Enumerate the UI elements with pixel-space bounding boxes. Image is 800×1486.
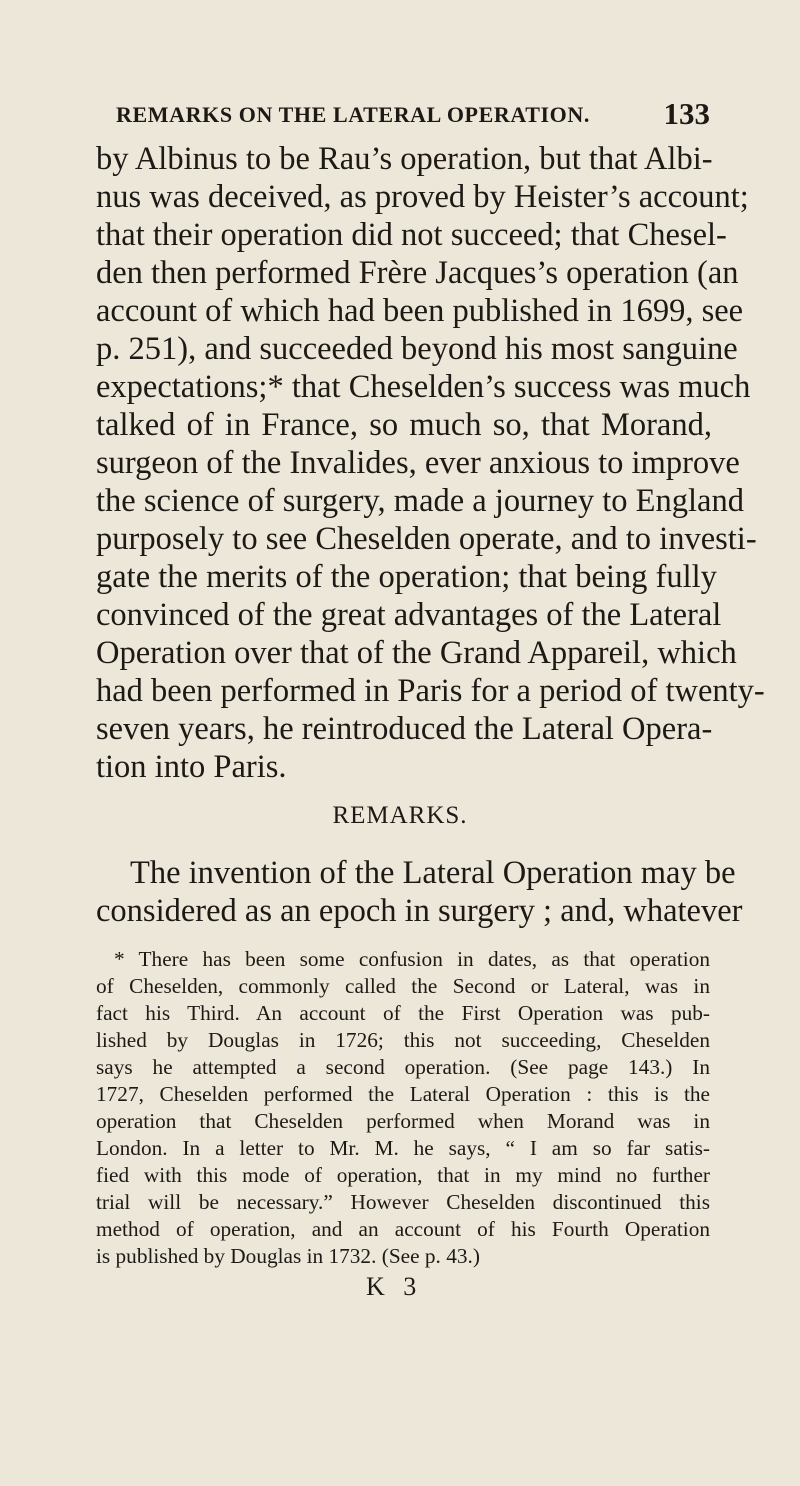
footnote-line: fied with this mode of operation, that in my mind no further — [96, 1163, 710, 1187]
page-number: 133 — [663, 96, 710, 131]
footnote-line: London. In a letter to Mr. M. he says, “ I am so far satis- — [96, 1136, 710, 1160]
body-line: The invention of the Lateral Operation may be — [130, 855, 736, 891]
body-line: gate the merits of the operation; that being fully — [96, 559, 717, 595]
body-line: nus was deceived, as proved by Heister’s account; — [96, 179, 749, 215]
body-line: had been performed in Paris for a period of twenty- — [96, 673, 765, 709]
running-head — [116, 96, 710, 136]
footnote-line: says he attempted a second operation. (See page 143.) In — [96, 1055, 710, 1079]
footnote-line: fact his Third. An account of the First Operation was pub- — [96, 1001, 710, 1025]
footnote-line: operation that Cheselden performed when Morand was in — [96, 1109, 710, 1133]
section-heading: REMARKS. — [332, 802, 468, 829]
footnote-line: is published by Douglas in 1732. (See p. 43.) — [96, 1244, 480, 1268]
running-title: REMARKS ON THE LATERAL OPERATION. — [116, 102, 590, 127]
footnote-line: of Cheselden, commonly called the Second or Lateral, was in — [96, 974, 710, 998]
body-line: p. 251), and succeeded beyond his most sanguine — [96, 331, 738, 367]
body-line: surgeon of the Invalides, ever anxious to improve — [96, 445, 740, 481]
body-line: Operation over that of the Grand Appareil, which — [96, 635, 737, 671]
footnote-line: 1727, Cheselden performed the Lateral Operation : this is the — [96, 1082, 710, 1106]
body-line: considered as an epoch in surgery ; and, whatever — [96, 893, 743, 929]
footnote-line: method of operation, and an account of his Fourth Operation — [96, 1217, 710, 1241]
body-line: the science of surgery, made a journey to England — [96, 483, 744, 519]
body-line: purposely to see Cheselden operate, and to investi- — [96, 521, 757, 557]
footnote-line: * There has been some confusion in dates, as that operation — [114, 947, 710, 971]
body-line: that their operation did not succeed; that Chesel- — [96, 217, 727, 253]
footnote-line: trial will be necessary.” However Cheselden discontinued this — [96, 1190, 710, 1214]
body-line: seven years, he reintroduced the Lateral Opera- — [96, 711, 713, 747]
body-line: convinced of the great advantages of the Lateral — [96, 597, 722, 633]
body-line: account of which had been published in 1699, see — [96, 293, 744, 329]
body-line: by Albinus to be Rau’s operation, but that Albi- — [96, 141, 713, 177]
body-line: den then performed Frère Jacques’s operation (an — [96, 255, 739, 291]
body-line: expectations;* that Cheselden’s success was much — [96, 369, 751, 405]
body-line: talked of in France, so much so, that Morand, — [96, 407, 712, 443]
body-line: tion into Paris. — [96, 749, 287, 785]
footnote-line: lished by Douglas in 1726; this not succeeding, Cheselden — [96, 1028, 710, 1052]
signature-mark: K 3 — [366, 1272, 423, 1301]
